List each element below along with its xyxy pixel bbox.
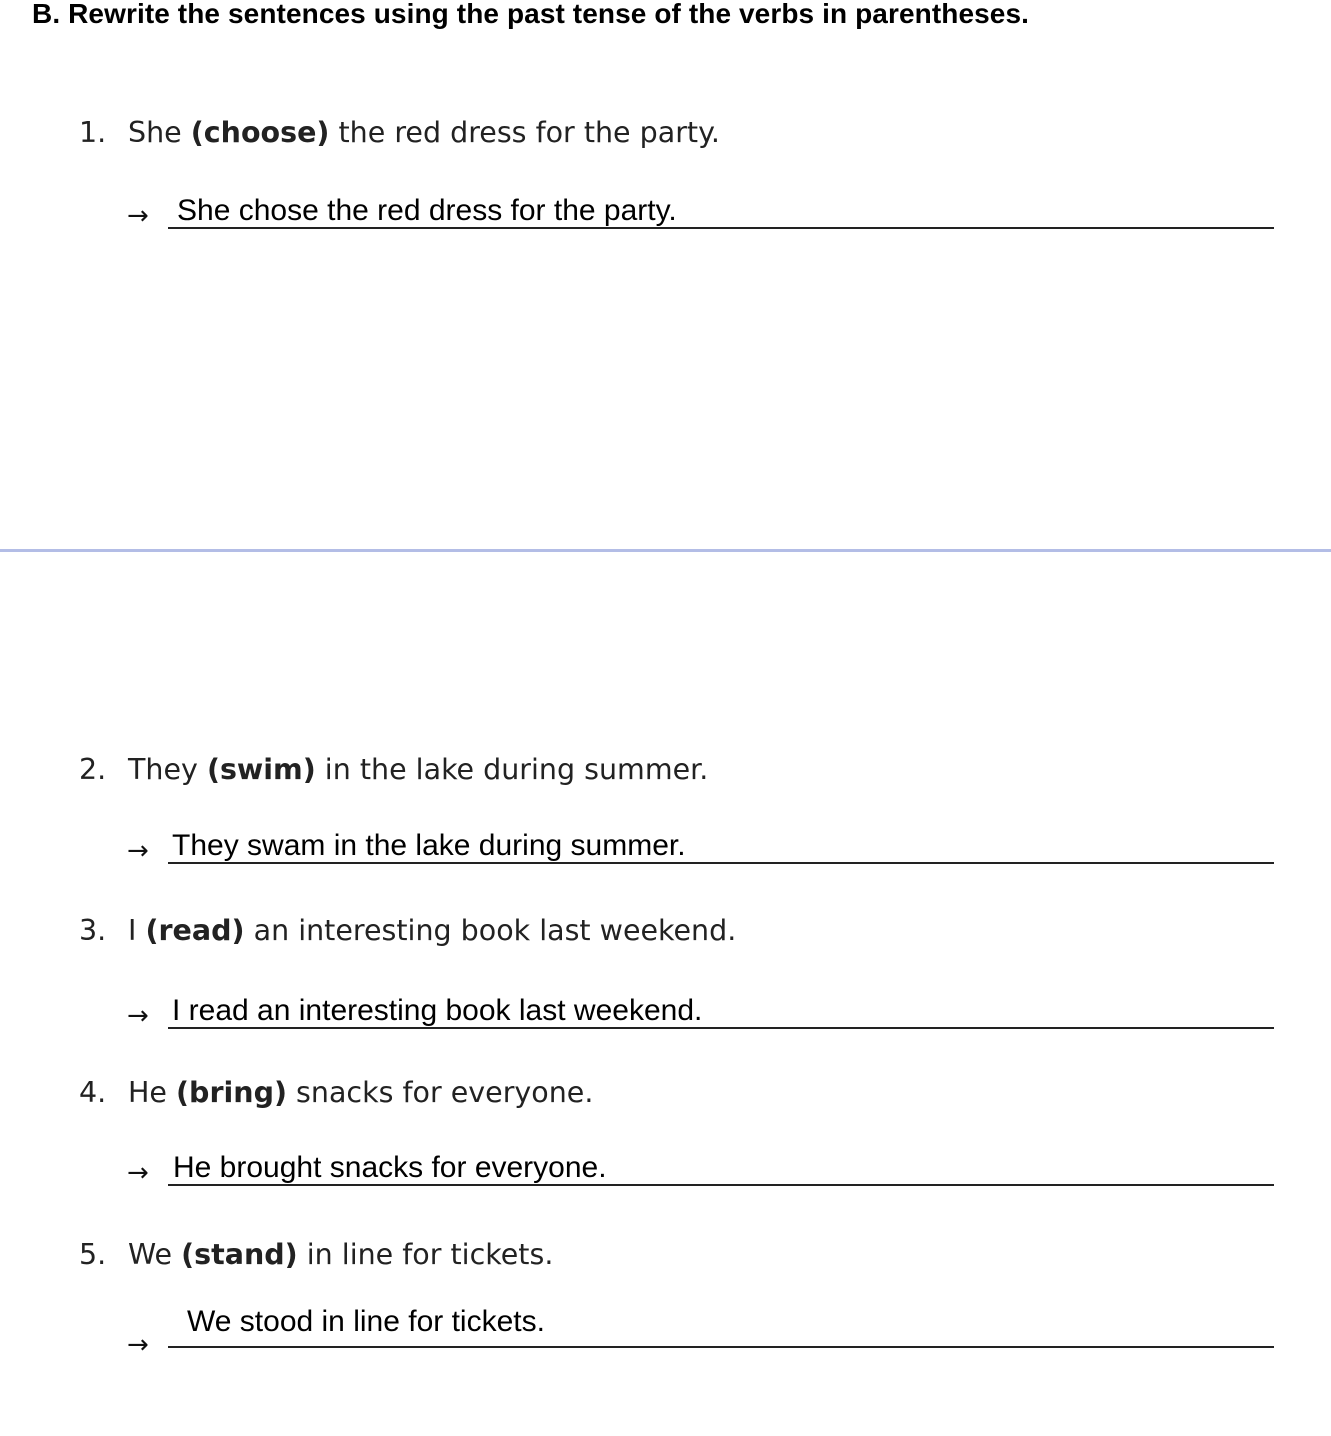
question-number: 4. — [79, 1076, 107, 1109]
answer-text: We stood in line for tickets. — [187, 1305, 545, 1338]
question-number: 1. — [79, 116, 107, 149]
question-number: 2. — [79, 753, 107, 786]
answer-text: He brought snacks for everyone. — [173, 1151, 607, 1184]
arrow-icon: → — [127, 1001, 149, 1031]
verb-hint: (read) — [145, 914, 245, 947]
answer-line-3[interactable] — [0, 993, 1331, 1037]
arrow-icon: → — [127, 1158, 149, 1188]
verb-hint: (swim) — [206, 753, 316, 786]
question-1 — [0, 111, 1331, 155]
question-text: She (choose) the red dress for the party. — [128, 116, 720, 149]
question-number: 5. — [79, 1238, 107, 1271]
exercise-title: B. Rewrite the sentences using the past tense of the verbs in parentheses. — [32, 0, 1030, 29]
question-2 — [0, 748, 1331, 792]
answer-line-4[interactable] — [0, 1150, 1331, 1194]
question-text: They (swim) in the lake during summer. — [128, 753, 709, 786]
answer-line-2[interactable] — [0, 828, 1331, 872]
answer-line-1[interactable] — [0, 193, 1331, 237]
question-4 — [0, 1071, 1331, 1115]
answer-text: They swam in the lake during summer. — [172, 829, 686, 862]
arrow-icon: → — [127, 836, 149, 866]
verb-hint: (stand) — [181, 1238, 298, 1271]
question-5 — [0, 1233, 1331, 1277]
question-3 — [0, 909, 1331, 953]
page-divider — [0, 549, 1331, 552]
question-number: 3. — [79, 914, 107, 947]
verb-hint: (choose) — [190, 116, 330, 149]
arrow-icon: → — [127, 201, 149, 231]
question-text: He (bring) snacks for everyone. — [128, 1076, 594, 1109]
arrow-icon: → — [127, 1330, 149, 1360]
answer-line-5[interactable] — [0, 1304, 1331, 1360]
verb-hint: (bring) — [176, 1076, 287, 1109]
question-text: We (stand) in line for tickets. — [128, 1238, 554, 1271]
answer-text: She chose the red dress for the party. — [177, 194, 677, 227]
answer-underline — [168, 1346, 1274, 1348]
answer-text: I read an interesting book last weekend. — [172, 994, 703, 1027]
question-text: I (read) an interesting book last weekend. — [128, 914, 737, 947]
